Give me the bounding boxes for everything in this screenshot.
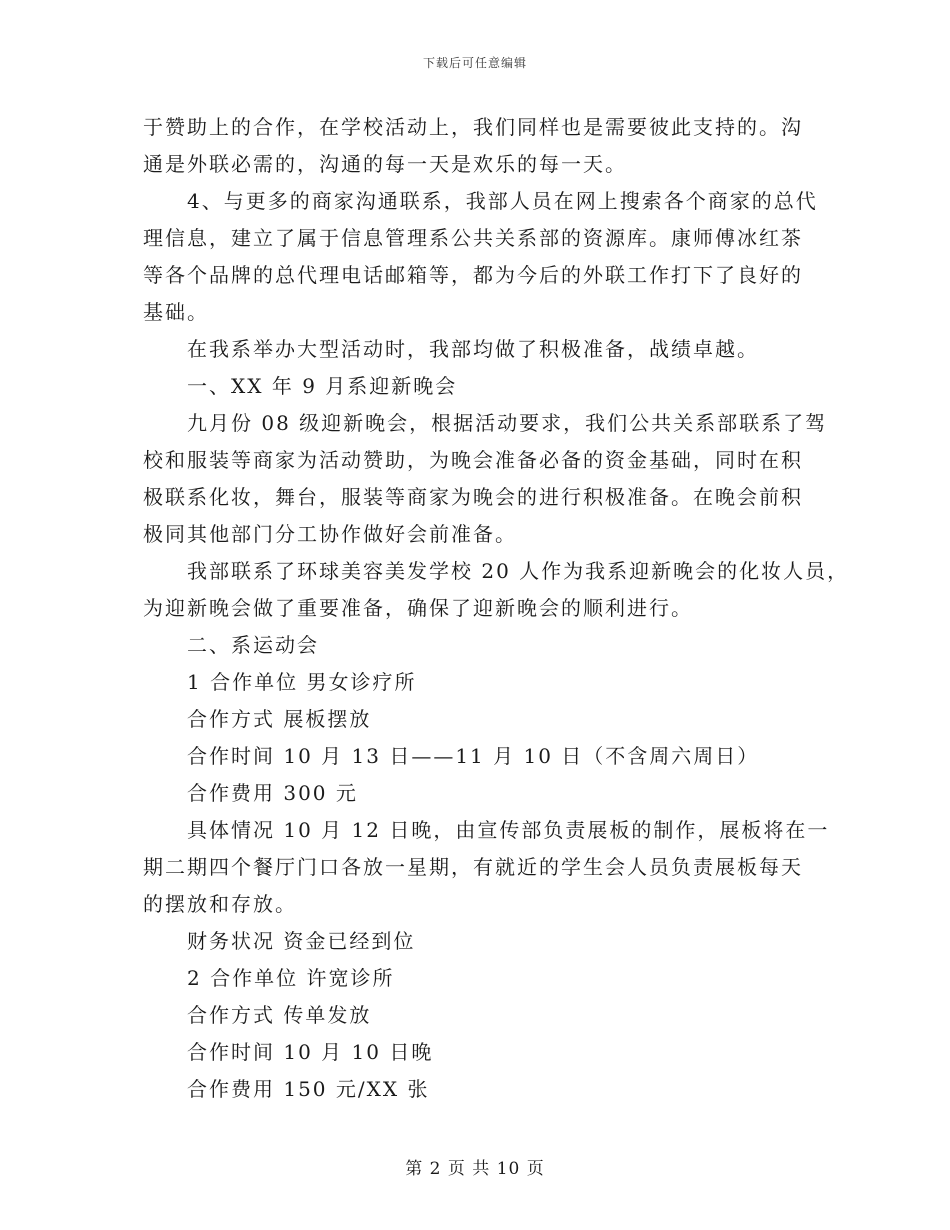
text-line: 的摆放和存放。	[143, 892, 297, 916]
page-footer: 第 2 页 共 10 页	[405, 1159, 545, 1179]
text-line: 合作时间 10 月 13 日——11 月 10 日（不含周六周日）	[187, 744, 760, 768]
text-line: 校和服装等商家为活动赞助，为晚会准备必备的资金基础，同时在积	[143, 448, 803, 472]
text-line: 合作方式 展板摆放	[187, 707, 372, 731]
document-body	[143, 109, 850, 1108]
text-line: 2 合作单位 许宽诊所	[187, 966, 395, 990]
text-line: 合作时间 10 月 10 日晚	[187, 1040, 434, 1064]
text-line: 一、XX 年 9 月系迎新晚会	[187, 374, 458, 398]
text-line: 九月份 08 级迎新晚会，根据活动要求，我们公共关系部联系了驾	[187, 411, 828, 435]
text-line: 理信息，建立了属于信息管理系公共关系部的资源库。康师傅冰红茶	[143, 226, 803, 250]
text-line: 4、与更多的商家沟通联系，我部人员在网上搜索各个商家的总代	[187, 189, 818, 213]
text-line: 1 合作单位 男女诊疗所	[187, 670, 417, 694]
text-line: 通是外联必需的，沟通的每一天是欢乐的每一天。	[143, 152, 627, 176]
text-line: 合作费用 300 元	[187, 781, 358, 805]
text-line: 我部联系了环球美容美发学校 20 人作为我系迎新晚会的化妆人员，	[187, 559, 850, 583]
text-line: 基础。	[143, 300, 209, 324]
text-line: 等各个品牌的总代理电话邮箱等，都为今后的外联工作打下了良好的	[143, 263, 803, 287]
text-line: 合作方式 传单发放	[187, 1003, 372, 1027]
text-line: 极同其他部门分工协作做好会前准备。	[143, 522, 517, 546]
page-header: 下载后可任意编辑	[422, 56, 527, 70]
text-line: 于赞助上的合作，在学校活动上，我们同样也是需要彼此支持的。沟	[143, 115, 803, 139]
text-line: 极联系化妆，舞台，服装等商家为晚会的进行积极准备。在晚会前积	[143, 485, 803, 509]
text-line: 财务状况 资金已经到位	[187, 929, 416, 953]
text-line: 期二期四个餐厅门口各放一星期，有就近的学生会人员负责展板每天	[143, 855, 803, 879]
text-line: 为迎新晚会做了重要准备，确保了迎新晚会的顺利进行。	[143, 596, 693, 620]
text-line: 二、系运动会	[187, 633, 319, 657]
text-line: 合作费用 150 元/XX 张	[187, 1077, 430, 1101]
text-line: 在我系举办大型活动时，我部均做了积极准备，战绩卓越。	[187, 337, 759, 361]
text-line: 具体情况 10 月 12 日晚，由宣传部负责展板的制作，展板将在一	[187, 818, 830, 842]
